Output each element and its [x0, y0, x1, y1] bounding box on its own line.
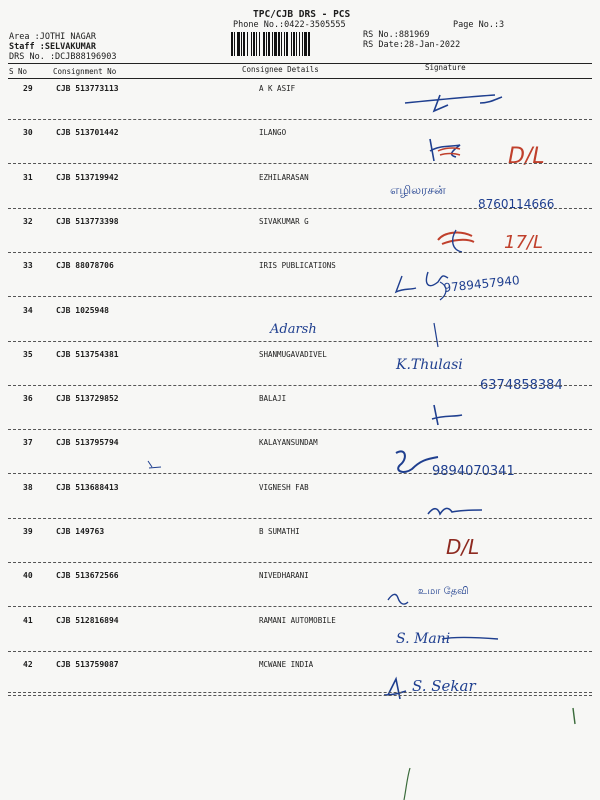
row-consignment-no: CJB 513795794: [56, 438, 119, 448]
page-number: Page No.:3: [453, 20, 505, 30]
row-sno: 33: [23, 261, 33, 271]
drs-number: DRS No. :DCJB88196903: [9, 52, 117, 62]
row-sno: 40: [23, 571, 33, 581]
column-consignee: Consignee Details: [242, 65, 319, 74]
sig-text: 9789457940: [442, 273, 521, 296]
row-sno: 39: [23, 527, 33, 536]
rs-number: RS No.:881969: [363, 30, 430, 40]
row-consignment-no: CJB 513701442: [56, 128, 119, 138]
row-consignment-no: CJB 149763: [56, 527, 105, 536]
row-consignment-no: CJB 512816894: [56, 615, 119, 625]
row-consignee: SHANMUGAVADIVEL: [259, 349, 327, 359]
row-consignee: VIGNESH FAB: [259, 482, 309, 492]
row-consignee: IRIS PUBLICATIONS: [259, 261, 336, 271]
row-sno: 41: [23, 615, 33, 625]
area: Area :JOTHI NAGAR: [9, 32, 96, 42]
row-consignment-no: CJB 513759087: [56, 659, 119, 669]
sig-text: Adarsh: [270, 321, 317, 337]
row-consignment-no: CJB 513729852: [56, 394, 119, 404]
row-consignment-no: CJB 88078706: [56, 261, 114, 271]
phone-number: Phone No.:0422-3505555: [233, 20, 346, 30]
sig-text: எழிலரசன்: [390, 182, 446, 197]
row-consignment-no: CJB 513672566: [56, 571, 119, 581]
sig-text: K.Thulasi: [396, 356, 463, 373]
row-sno: 37: [23, 438, 33, 448]
row-sno: 32: [23, 216, 33, 226]
row-consignee: B SUMATHI: [259, 527, 300, 536]
row-consignee: NIVEDHARANI: [259, 571, 309, 581]
row-sno: 31: [23, 172, 33, 182]
row-consignment-no: CJB 513688413: [56, 482, 119, 492]
sig-text: 17/L: [504, 231, 543, 253]
column-consignment: Consignment No: [53, 67, 117, 76]
row-consignment-no: CJB 513773113: [56, 84, 119, 93]
row-consignee: SIVAKUMAR G: [259, 216, 309, 226]
sig-text: D/L: [508, 144, 545, 170]
sig-text-2: 8760114666: [478, 196, 555, 211]
sig-text: S. Mani: [396, 630, 451, 647]
column-signature: Signature: [425, 63, 466, 72]
row-sno: 34: [23, 305, 33, 315]
row-sno: 36: [23, 394, 33, 404]
row-consignment-no: CJB 513773398: [56, 216, 119, 226]
staff: Staff :SELVAKUMAR: [9, 42, 96, 52]
row-sno: 30: [23, 128, 33, 138]
row-consignee: KALAYANSUNDAM: [259, 438, 318, 448]
column-sno: S No: [9, 67, 28, 76]
row-consignment-no: CJB 513719942: [56, 172, 119, 182]
row-consignee: EZHILARASAN: [259, 172, 309, 182]
rs-date: RS Date:28-Jan-2022: [363, 40, 461, 50]
row-consignee: MCWANE INDIA: [259, 659, 314, 669]
sig-text: D/L: [446, 535, 480, 559]
row-consignment-no: CJB 513754381: [56, 349, 119, 359]
row-consignment-no: CJB 1025948: [56, 305, 109, 315]
report-title: TPC/CJB DRS - PCS: [253, 9, 351, 20]
sig-text: 9894070341: [432, 464, 515, 480]
row-sno: 29: [23, 84, 33, 93]
row-consignee: RAMANI AUTOMOBILE: [259, 615, 336, 625]
row-sno: 42: [23, 659, 33, 669]
row-consignee: A K ASIF: [259, 84, 296, 93]
row-sno: 35: [23, 349, 33, 359]
row-sno: 38: [23, 482, 33, 492]
sig-text: S. Sekar: [412, 676, 476, 695]
row-consignee: ILANGO: [259, 128, 287, 138]
row-consignee: BALAJI: [259, 394, 287, 404]
sig-text-2: 6374858384: [480, 377, 563, 393]
sig-text: உமா தேவி: [418, 586, 469, 598]
